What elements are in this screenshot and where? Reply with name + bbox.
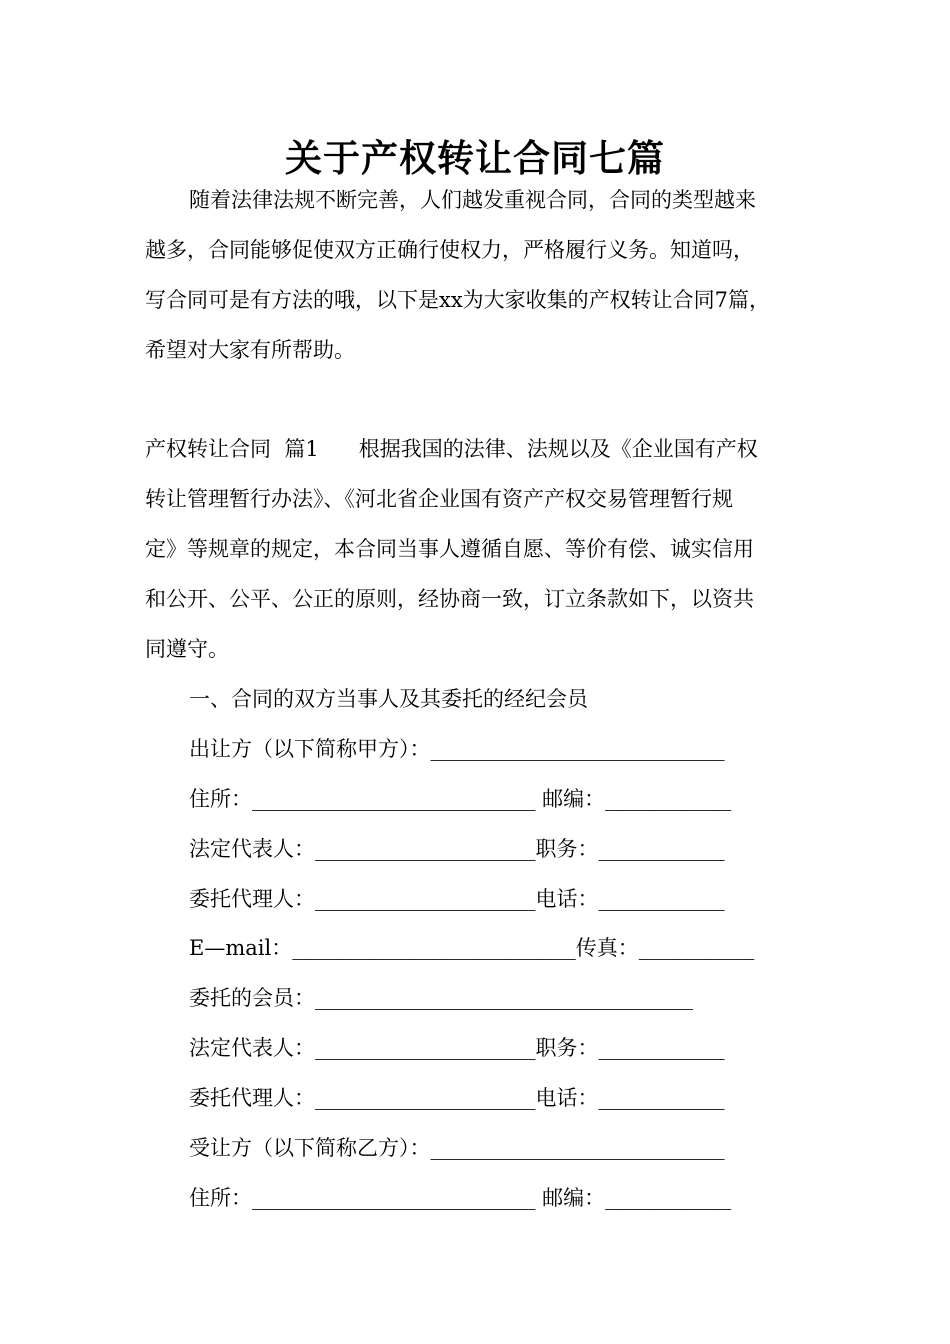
intro-line-4: 希望对大家有所帮助。 xyxy=(145,338,355,362)
form-heading: 一、合同的双方当事人及其委托的经纪会员 xyxy=(189,687,588,711)
section1-line-4: 和公开、公平、公正的原则，经协商一致，订立条款如下，以资共 xyxy=(145,587,754,611)
form-line-address-2: 住所：___________________________ 邮编：____________ xyxy=(189,1186,732,1210)
section1-line-2: 转让管理暂行办法》、《河北省企业国有资产产权交易管理暂行规 xyxy=(145,487,733,511)
form-line-transferee: 受让方（以下简称乙方）：____________________________ xyxy=(189,1136,725,1160)
form-line-legal-rep-2: 法定代表人：_____________________职务：____________ xyxy=(189,1036,725,1060)
document-title: 关于产权转让合同七篇 xyxy=(285,137,665,180)
intro-line-2: 越多，合同能够促使双方正确行使权力，严格履行义务。知道吗， xyxy=(145,238,754,262)
intro-line-3: 写合同可是有方法的哦，以下是xx为大家收集的产权转让合同7篇， xyxy=(145,288,771,312)
section1-line-5: 同遵守。 xyxy=(145,637,229,661)
form-line-member: 委托的会员：____________________________________ xyxy=(189,986,693,1010)
form-line-agent-2: 委托代理人：_____________________电话：____________ xyxy=(189,1086,725,1110)
form-line-address: 住所：___________________________ 邮编：____________ xyxy=(189,787,732,811)
form-line-email: E—mail：___________________________传真：___________ xyxy=(189,936,755,960)
intro-line-1: 随着法律法规不断完善，人们越发重视合同，合同的类型越来 xyxy=(189,188,756,212)
section1-line-3: 定》等规章的规定，本合同当事人遵循自愿、等价有偿、诚实信用 xyxy=(145,537,754,561)
form-line-transferor: 出让方（以下简称甲方）：____________________________ xyxy=(189,737,725,761)
section1-line-1: 产权转让合同 篇1 根据我国的法律、法规以及《企业国有产权 xyxy=(145,437,758,461)
form-line-legal-rep: 法定代表人：_____________________职务：____________ xyxy=(189,837,725,861)
form-line-agent: 委托代理人：_____________________电话：____________ xyxy=(189,887,725,911)
